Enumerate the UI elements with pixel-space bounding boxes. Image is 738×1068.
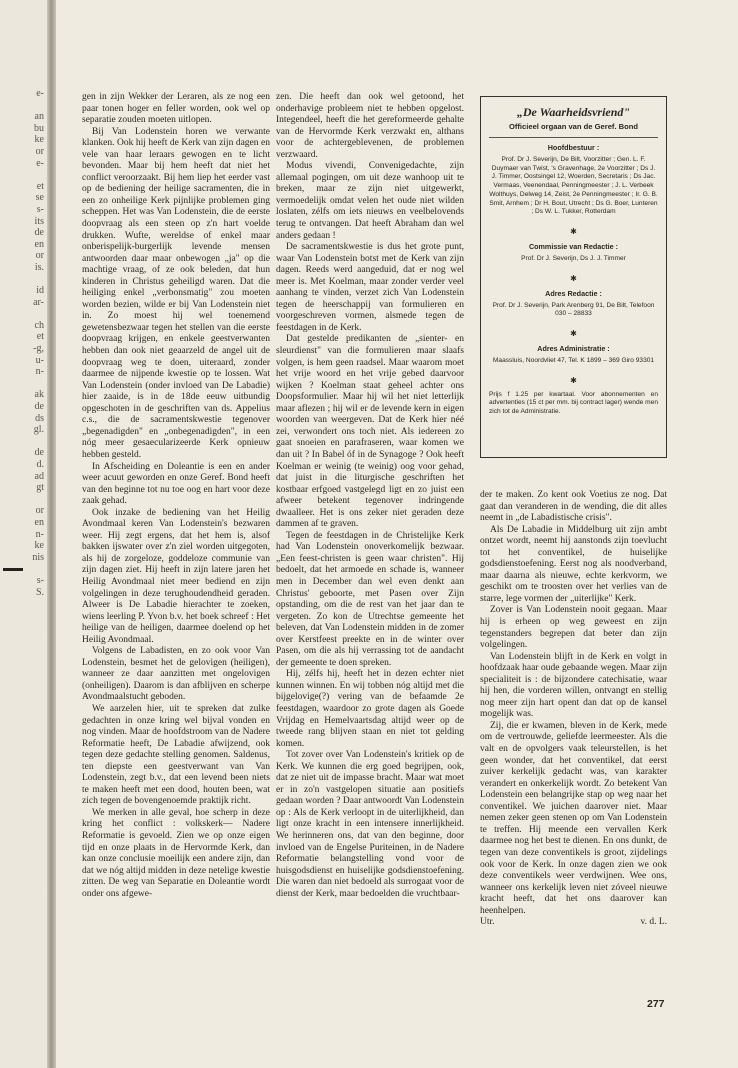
bestuur-heading: Hoofdbestuur : [547, 143, 600, 152]
paragraph: Ook inzake de bediening van het Heilig Avondmaal keren Van Lodenstein's bezwaren weer. Hij zegt ergens, dat het hem is, alsof bakken ijswater over z'n ziel worden uitgegoten, als hij de zorgeloze, goddeloze communie van zijn dagen ziet. Hij heeft in zijn latere jaren het Heilig Avondmaal niet meer bediend en zijn volgelingen in deze terughoudendheid geraden. Alweer is De Labadie hierachter te zoeken, wiens leerling P. Yvon b.v. het boek schreef : Het heilige van de heiligen, daarmee doelend op het Heilig Avondmaal. [82, 507, 270, 645]
paragraph: Zover is Van Lodenstein nooit gegaan. Maar hij is erheen op weg geweest en zijn tegenstanders begrepen dat beter dan zijn volgelingen. [480, 605, 667, 651]
previous-page-fragments [0, 88, 44, 598]
commissie-heading: Commissie van Redactie : [528, 241, 619, 251]
margin-fragment [0, 494, 44, 506]
margin-fragment: ke [34, 134, 44, 146]
margin-fragment [0, 308, 44, 320]
margin-fragment: et [36, 180, 44, 192]
margin-fragment: -g, [33, 343, 44, 355]
paragraph: We aarzelen hier, uit te spreken dat zulke gedachten in onze kring wel bijval vonden en nog vinden. Maar de hoofdstroom van de Nadere Reformatie heeft, De Labadie afwijzend, ook tegen deze gedachte stelling genomen. Saldenus, ten diepste een geestverwant van Van Lodenstein, zegt b.v., dat een levend been niets te maken heeft met een dood, houten been, wat zich tegen de bovengenoemde praktijk richt. [82, 703, 270, 807]
star-divider-icon: ✱ [570, 375, 577, 385]
margin-fragment: ad [34, 470, 44, 482]
star-divider-icon: ✱ [570, 273, 577, 283]
paragraph: We merken in alle geval, hoe scherp in deze kring het conflict : volkskerk— Nadere Reformatie is gevoeld. Zien we op onze eigen tijd en onze plaats in de Hervormde Kerk, dan kan onze conclusie moeilijk een andere zijn, dan dat we nóg altijd midden in deze netelige kwestie zitten. De weg van Separatie en Doleantie wordt onder ons afgewe- [82, 807, 270, 899]
margin-fragment: or [35, 505, 44, 517]
margin-fragment [0, 378, 44, 390]
margin-fragment: ke [34, 540, 44, 552]
margin-fragment: id [36, 285, 44, 297]
margin-fragment: de [34, 401, 44, 413]
paragraph: Zij, die er kwamen, bleven in de Kerk, mede om de vertrouwde, geliefde leermeester. Als die valt en de opvolgers vaak teleurstellen, is het geen wonder, dat het conventikel, dat eerst zuiver kerkelijk gedacht was, van karakter verandert en onkerkelijk wordt. Zo betekent Van Lodenstein een belangrijke stap op weg naar het conventikel. We juichen daarover niet. Maar nemen zeker geen stenen op om Van Lodenstein te treffen. Hij meende een vervallen Kerk daarmee nog het best te dienen. En ons dunkt, de tegen van deze conventikels is groot, zijdelings ook voor de Kerk. In onze dagen zien we ook deze conventikels weer verdwijnen. Wee ons, wanneer ons kerkelijk leven niet zóveel nieuwe kracht heeft, dat het ons daarover kan heenhelpen. [480, 720, 667, 916]
paragraph: Bij Van Lodenstein horen we verwante klanken. Ook hij heeft de Kerk van zijn dagen en vele van haar leraars gewogen en te licht bevonden. Maar bij hem heeft dat niet het conflict veroorzaakt. Bij hem liep het eerder vast op de bediening der heilige sacramenten, die in een zo onheilige Kerk pijnlijke problemen ging scheppen. Het was Van Lodenstein, die de eerste doopvraag als een steen op z'n hart voelde drukken. Wufte, wereldse of enkel maar onberispelijk-burgerlijk levende mensen antwoorden daar maar onbewogen „ja" op die machtige vraag, of ze ook beleden, dat hun kinderen in Christus geheiligd waren. Dat die heiliging enkel „verbonsmatig" zou moeten worden bezien, wilde er bij Van Lodenstein niet in. Zo moest hij wel toenemend gewetensbezwaar tegen het stellen van die eerste doopvraag krijgen, en enkele geestverwanten hebben dan ook niet geaarzeld de angel uit de doopvraag weg te doen, uiteraard, zonder daarmee de nijpende kwestie op te lossen. Wat Van Lodenstein (onder invloed van De Labadie) hier zaaide, is in de 18de eeuw uitbundig opgeschoten in de geschriften van ds. Appelius c.s., die de sacramentskwestie tegenover „begenadigden" en „onbegenadigden", in een nóg meer gesaecularizeerde Kerk opnieuw hebben gesteld. [82, 126, 270, 460]
margin-fragment: or [35, 145, 44, 157]
paragraph: Volgens de Labadisten, en zo ook voor Van Lodenstein, besmet het de gelovigen (heiligen), wanneer ze daar aanzitten met ongelovigen (onheiligen). Daarom is dan afblijven en scherpe Avondmaalstucht geboden. [82, 646, 270, 703]
margin-fragment: nis [32, 551, 44, 563]
paragraph: Tegen de feestdagen in de Christelijke Kerk had Van Lodenstein onoverkomelijk bezwaar. „Een feest-christen is geen waar christen". Hij bedoelt, dat het armoede en schade is, wanneer men in December dan wel even denkt aan Christus' geboorte, met Pasen over Zijn opstanding, om die de rest van het jaar dan te vergeten. Zo kon de Utrechtse gemeente het beleven, dat Van Lodenstein midden in de zomer over Kerstfeest preekte en in de winter over Pasen, om die als hij verrassing tot de aandacht der gemeente te doen spreken. [276, 530, 464, 668]
masthead-title: „De Waarheidsvriend" [516, 105, 631, 119]
redactie-text: Prof. Dr J. Severijn, Park Arenberg 91, De Bilt, Telefoon 030 – 28833 [492, 301, 655, 318]
paragraph: zen. Die heeft dan ook wel getoond, het onderhavige probleem niet te hebben opgelost. Integendeel, heeft die het gereformeerde gehalte van de Hervormde Kerk verzwakt en, althans voor de achtergeblevenen, de problemen verzwaard. [276, 92, 464, 160]
margin-fragment: ar- [33, 296, 44, 308]
paragraph: De sacramentskwestie is dus het grote punt, waar Van Lodenstein botst met de Kerk van zijn dagen. Reeds werd aangeduid, dat er nog wel meer is. Met Koelman, maar zonder verder veel aanhang te vinden, verzet zich Van Lodenstein tegen de heerschappij van formulieren en voorgeschreven vormen, alsmede tegen de feestdagen in de Kerk. [276, 242, 464, 333]
margin-fragment: en [34, 238, 44, 250]
column-2 [276, 92, 464, 900]
paragraph: Van Lodenstein blijft in de Kerk en volgt in hoofdzaak haar oude gebaande wegen. Maar zijn specialiteit is : de bijzondere catechisatie, waar hij hen, die vorderen willen, ontvangt en stellig nog meer zijn hart opent dan dat op de kansel mogelijk was. [480, 651, 667, 720]
margin-fragment: n- [35, 366, 44, 378]
paragraph: In Afscheiding en Doleantie is een en ander weer acuut geworden en onze Geref. Bond heeft van den beginne tot nu toe oog en hart voor deze zaak gehad. [82, 461, 270, 507]
margin-fragment [0, 169, 44, 181]
column-3 [480, 490, 667, 929]
column-1 [82, 92, 270, 900]
star-divider-icon: ✱ [570, 329, 577, 339]
margin-mark [3, 568, 23, 571]
paragraph: der te maken. Zo kent ook Voetius ze nog. Dat gaat dan veranderen in de wending, die dit alles neemt in „de Labadistische crisis". [480, 490, 667, 524]
admin-heading: Adres Administratie : [537, 344, 610, 354]
margin-fragment: gl. [33, 424, 44, 436]
margin-fragment: gt [36, 482, 44, 494]
margin-fragment: ch [34, 319, 44, 331]
margin-fragment: et [36, 331, 44, 343]
signature-place: Utr. [480, 917, 495, 928]
margin-fragment: u- [35, 354, 44, 366]
admin-text: Maassluis, Noordvliet 47, Tel. K 1899 – 369 Giro 93301 [492, 357, 655, 365]
redactie-heading: Adres Redactie : [545, 288, 602, 298]
margin-fragment: s- [36, 203, 44, 215]
masthead-subtitle: Officieel orgaan van de Geref. Bond [508, 122, 639, 131]
author-signature [480, 917, 667, 929]
margin-fragment: S. [35, 586, 44, 598]
margin-fragment: se [35, 192, 44, 204]
paragraph: Als De Labadie in Middelburg uit zijn ambt ontzet wordt, neemt hij aanstonds zijn toevlucht tot het conventikel, de huiselijke godsdienstoefening. Eerst nog als noodverband, maar daarna als nieuwe, echte kerkvorm, we geschikt om te troosten over het verlies van de starre, lege vormen der „uiterlijke" Kerk. [480, 524, 667, 604]
signature-initials: v. d. L. [640, 917, 667, 928]
binding-gutter [47, 0, 56, 1068]
margin-fragment: de [34, 227, 44, 239]
margin-fragment: its [34, 215, 44, 227]
margin-fragment: e- [36, 157, 44, 169]
margin-fragment: de [34, 447, 44, 459]
margin-fragment: or [35, 250, 44, 262]
price-text: Prijs f 1.25 per kwartaal. Voor abonnementen en advertenties (15 ct per mm. bij contract lager) wende men zich tot de Administratie. [489, 390, 658, 416]
margin-fragment: an [34, 111, 44, 123]
masthead-divider [489, 137, 658, 138]
paragraph: Dat gestelde predikanten de „sienter- en sleurdienst" van die formulieren maar slaafs volgen, is hem geen raadsel. Maar waarom moet het vrije woord en het vrije gebed daarvoor wijken ? Koelman staat geheel achter ons Doopsformulier. Maar hij wil het niet letterlijk maar aflezen ; hij wil er de levende kern in eigen woorden van weergeven. Dat de Kerk hier néé zei, verwondert ons toch niet. Als iedereen zo gaat snoeien en parafraseren, waar komen we dan uit ? In Babel óf in de Synagoge ? Ook heeft Koelman er weinig (te weinig) oog voor gehad, dat juist in die liturgische geschriften het kostbaar erfgoed vastgelegd ligt en zo juist een afweer betekent tegenover indringende dwaalleer. Het is ons zeker niet geraden deze dammen af te graven. [276, 334, 464, 530]
margin-fragment: n- [35, 528, 44, 540]
margin-fragment [0, 274, 44, 286]
page-number: 277 [647, 998, 665, 1010]
commissie-text: Prof. Dr J. Severijn, Ds J. J. Timmer [521, 254, 626, 262]
margin-fragment: is. [34, 261, 44, 273]
margin-fragment: ak [34, 389, 44, 401]
paragraph: Hij, zélfs hij, heeft het in dezen echter niet kunnen winnen. En wij tobben nóg altijd met die bijgelovige(?) vering van de befaamde 2e feestdagen, waardoor zo grote dagen als Goede Vrijdag en Hemelvaartsdag altijd weer op de tweede rang blijven staan en niet tot gelding komen. [276, 669, 464, 749]
margin-fragment: d. [36, 459, 44, 470]
margin-fragment: en [34, 516, 44, 528]
margin-fragment: bu [34, 122, 44, 134]
margin-fragment: e- [36, 88, 44, 99]
paragraph: gen in zijn Wekker der Leraren, als ze nog een paar tonen hoger en feller worden, ook wel op separatie zouden moeten uitlopen. [82, 92, 270, 126]
margin-fragment: ds [35, 412, 44, 424]
paragraph: Modus vivendi, Convenigedachte, zijn allemaal pogingen, om uit deze wanhoop uit te breken, maar ze zijn niet uitgewerkt, vermoedelijk omdat velen het oude niet wilden loslaten, zélfs om iets nieuws en veelbelovends terug te ontvangen. Dat heeft Abraham dan wel anders gedaan ! [276, 161, 464, 241]
margin-fragment: s- [36, 574, 44, 586]
bestuur-text: Prof. Dr J. Severijn, De Bilt, Voorzitter ; Gen. L. F. Duymaer van Twist, 's Gravenhage, 2e Voorzitter ; Ds J. J. Timmer, Oostsingel 12, Woerden, Secretaris ; Ds Jac. Vermaas, Veenendaal, Penningmeester ; J. L. Verbeek Wolthuys, Delweg 14, Zeist, 2e Penningmeester ; Ir. G. B. Smit, Arnhem ; Dr H. Bout, Utrecht ; Ds G. Boer, Lunteren ; Ds W. L. Tukker, Rotterdam [489, 156, 658, 216]
masthead-box [480, 96, 667, 458]
margin-fragment [0, 436, 44, 448]
margin-fragment [0, 100, 44, 112]
paragraph: Tot zover over Van Lodenstein's kritiek op de Kerk. We kunnen die erg goed begrijpen, ook, dat ze niet uit de impasse bracht. Maar wat moet er in zo'n vastgelopen situatie aan positiefs gedaan worden ? Daar antwoordt Van Lodenstein op : Als de Kerk verloopt in de uiterlijkheid, dan ligt onze kracht in een intensere innerlijkheid. We herinneren ons, dat van den beginne, door invloed van de Engelse Puriteinen, in de Nadere Reformatie belangstelling vond voor de huisgodsdienst en huiselijke godsdienstoefening. Die waren dan niet bedoeld als surrogaat voor de dienst der Kerk, maar bedoelden die vruchtbaar- [276, 750, 464, 899]
star-divider-icon: ✱ [570, 226, 577, 236]
